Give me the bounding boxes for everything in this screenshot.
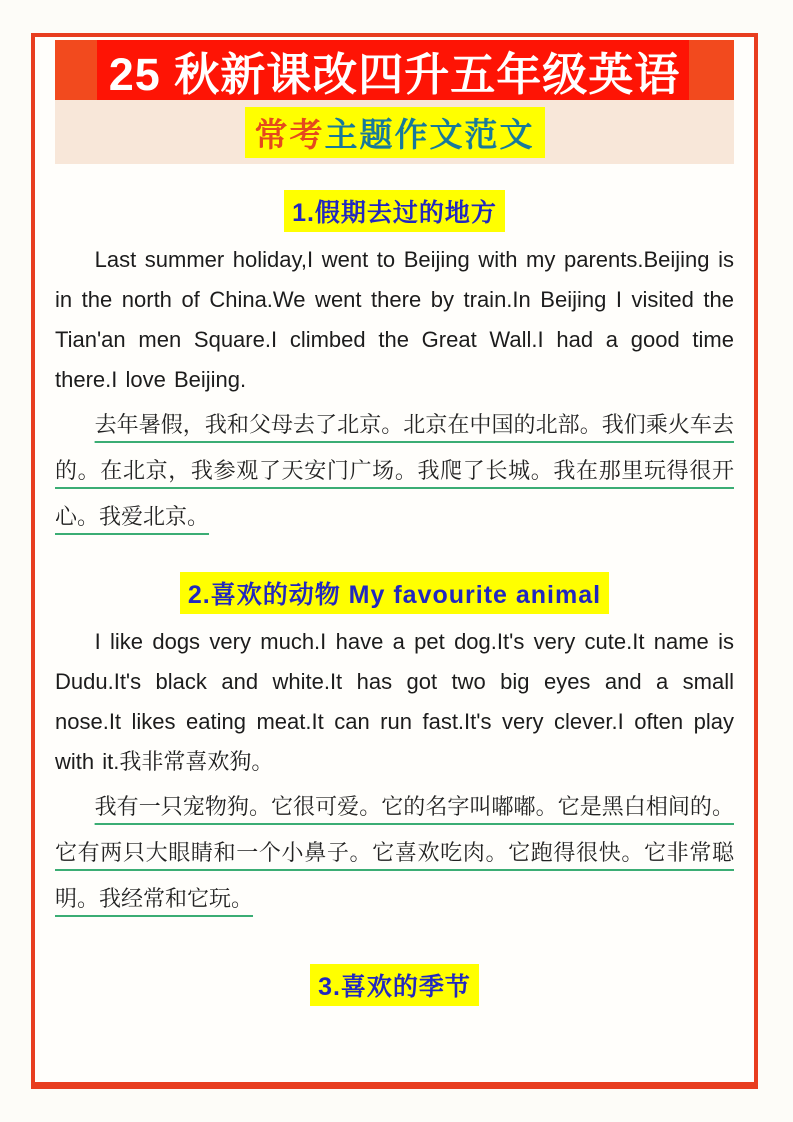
- english-paragraph: I like dogs very much.I have a pet dog.It's very cute.It name is Dudu.It's black and white.It has got two big eyes and a small nose.It likes eating meat.It can run fast.It's very clever.I often play with it.我非常喜欢狗。: [55, 629, 734, 774]
- subtitle-rest: 主题作文范文: [324, 115, 535, 153]
- section-heading-row: [55, 572, 734, 614]
- section-heading-row: [55, 190, 734, 232]
- page-title: 25 秋新课改四升五年级英语: [108, 48, 681, 100]
- section-favourite-season: [55, 964, 734, 1006]
- subtitle-highlight: [245, 107, 545, 158]
- chinese-translation-paragraph: 我有一只宠物狗。它很可爱。它的名字叫嘟嘟。它是黑白相间的。它有两只大眼睛和一个小鼻子。它喜欢吃肉。它跑得很快。它非常聪明。我经常和它玩。: [55, 794, 734, 911]
- document-content: [35, 190, 754, 1006]
- title-banner: [55, 40, 734, 100]
- english-paragraph: Last summer holiday,I went to Beijing with my parents.Beijing is in the north of China.We went there by train.In Beijing I visited the Tian'an men Square.I climbed the Great Wall.I had a good time there.I love Beijing.: [55, 247, 734, 392]
- section-favourite-animal: [55, 572, 734, 922]
- chinese-translation-paragraph: 去年暑假，我和父母去了北京。北京在中国的北部。我们乘火车去的。在北京，我参观了天安门广场。我爬了长城。我在那里玩得很开心。我爱北京。: [55, 412, 734, 529]
- section-heading: 2.喜欢的动物 My favourite animal: [180, 572, 609, 614]
- section-holiday-place: [55, 190, 734, 540]
- section-heading: 1.假期去过的地方: [284, 190, 505, 232]
- page-frame-border: [31, 33, 758, 1089]
- subtitle-prefix: 常考: [254, 115, 325, 153]
- subtitle-bar: [55, 100, 734, 164]
- section-heading-row: [55, 964, 734, 1006]
- section-heading: 3.喜欢的季节: [310, 964, 479, 1006]
